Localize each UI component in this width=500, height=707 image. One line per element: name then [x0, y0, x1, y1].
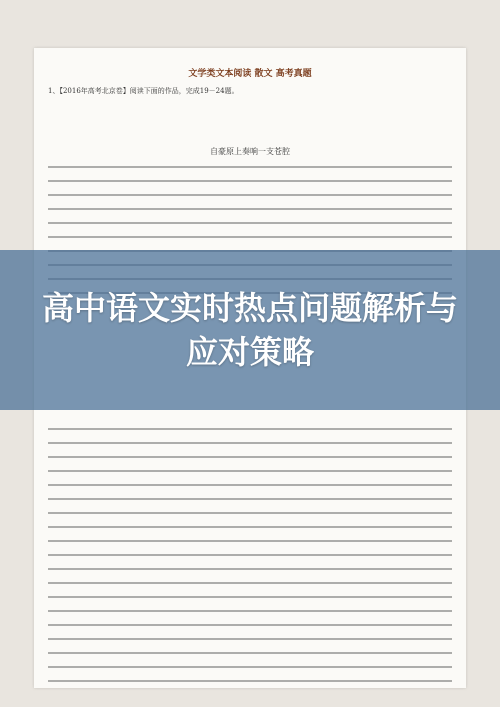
text-line — [48, 554, 452, 556]
banner-title: 高中语文实时热点问题解析与应对策略 — [41, 289, 458, 371]
document-header-title: 文学类文本阅读 散文 高考真题 — [188, 69, 312, 79]
text-line — [48, 222, 452, 224]
text-line — [48, 568, 452, 570]
text-line — [48, 652, 452, 654]
text-line — [48, 582, 452, 584]
text-line — [48, 470, 452, 472]
text-line — [48, 208, 452, 210]
text-line — [48, 456, 452, 458]
text-line — [48, 180, 452, 182]
passage-title: 自豪原上奏响一支苍腔 — [210, 147, 290, 156]
text-line — [48, 442, 452, 444]
text-line — [48, 236, 452, 238]
text-line — [48, 484, 452, 486]
text-line — [48, 624, 452, 626]
text-line — [48, 680, 452, 682]
text-line — [48, 638, 452, 640]
text-line — [48, 666, 452, 668]
text-line — [48, 428, 452, 430]
text-line — [48, 498, 452, 500]
text-line — [48, 540, 452, 542]
title-banner — [0, 250, 500, 410]
text-line — [48, 166, 452, 168]
text-line — [48, 512, 452, 514]
text-line — [48, 526, 452, 528]
text-line — [48, 596, 452, 598]
question-intro: 1、【2016年高考北京卷】阅读下面的作品，完成19－24题。 — [48, 87, 239, 95]
text-line — [48, 194, 452, 196]
text-line — [48, 610, 452, 612]
